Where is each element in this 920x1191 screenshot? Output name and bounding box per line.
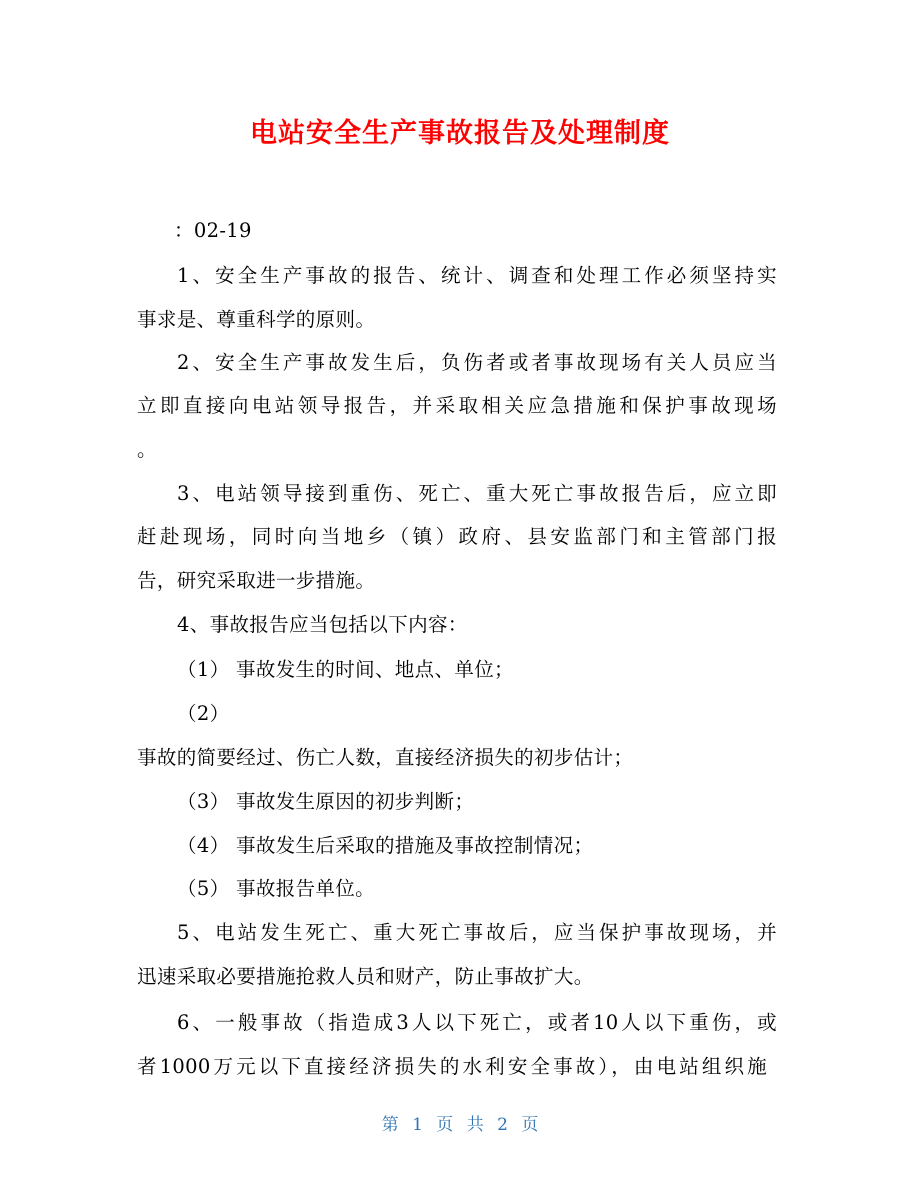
para-6-line-2: 者1000万元以下直接经济损失的水利安全事故），由电站组织施 [137,1055,767,1078]
item-2-text: 事故的简要经过、伤亡人数，直接经济损失的初步估计； [137,746,634,769]
para-4-line-1: 4、事故报告应当包括以下内容： [177,613,468,636]
para-2-line-1: 2、安全生产事故发生后，负伤者或者事故现场有关人员应当 [177,351,777,374]
para-1-line-1: 1、安全生产事故的报告、统计、调查和处理工作必须坚持实 [177,264,777,287]
item-2-label: （2） [177,702,230,725]
para-1-line-2: 事求是、尊重科学的原则。 [137,308,376,331]
page-footer: 第 1 页 共 2 页 [381,1115,539,1135]
date-line: ：02-19 [174,219,252,242]
para-2-line-3: 。 [137,438,157,461]
para-5-line-2: 迅速采取必要措施抢救人员和财产，防止事故扩大。 [137,965,594,988]
para-3-line-2: 赶赴现场，同时向当地乡（镇）政府、县安监部门和主管部门报 [137,525,777,548]
item-3: （3） 事故发生原因的初步判断； [177,790,475,813]
para-6-line-1: 6、一般事故（指造成3人以下死亡，或者10人以下重伤，或 [177,1011,777,1034]
para-3-line-1: 3、电站领导接到重伤、死亡、重大死亡事故报告后，应立即 [177,482,777,505]
item-4: （4） 事故发生后采取的措施及事故控制情况； [177,834,594,857]
para-2-line-2: 立即直接向电站领导报告，并采取相关应急措施和保护事故现场 [137,394,777,417]
item-1: （1） 事故发生的时间、地点、单位； [177,658,514,681]
document-title: 电站安全生产事故报告及处理制度 [250,118,670,149]
item-5: （5） 事故报告单位。 [177,877,375,900]
para-3-line-3: 告，研究采取进一步措施。 [137,569,376,592]
para-5-line-1: 5、电站发生死亡、重大死亡事故后，应当保护事故现场，并 [177,921,777,944]
